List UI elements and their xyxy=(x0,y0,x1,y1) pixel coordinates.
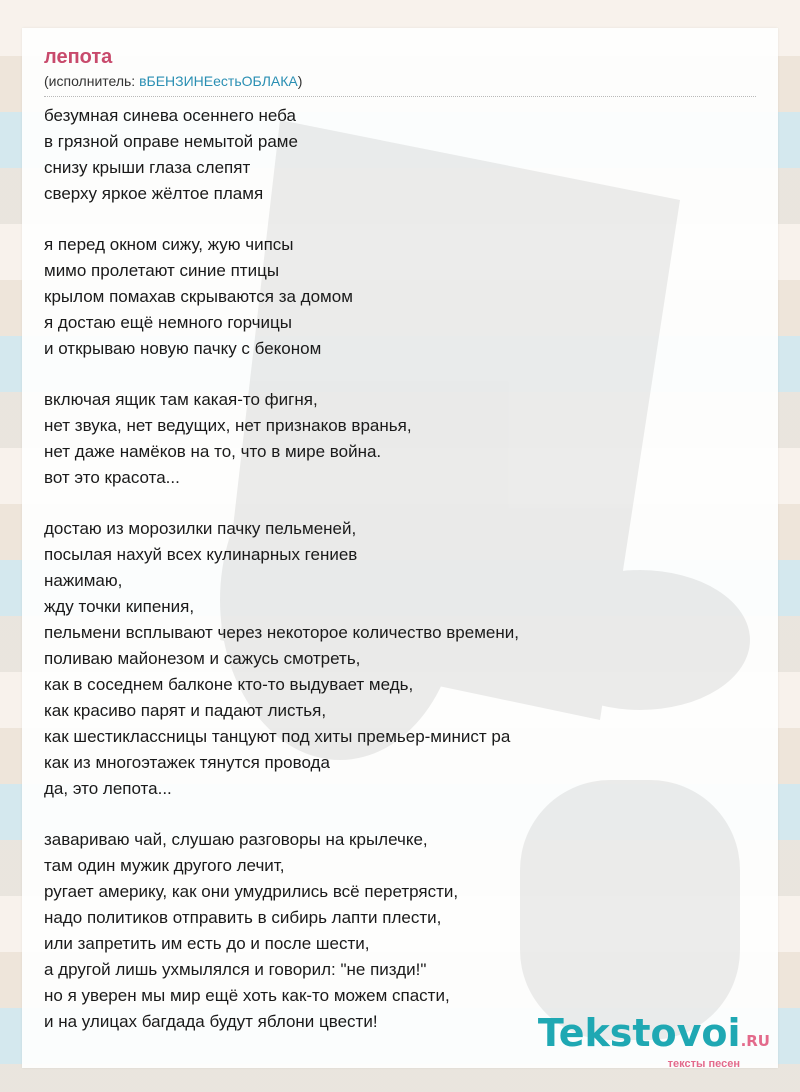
lyric-line: ругает америку, как они умудрились всё перетрясти, xyxy=(44,882,459,901)
lyric-line: в грязной оправе немытой раме xyxy=(44,132,298,151)
lyric-line: крылом помахав скрываются за домом xyxy=(44,287,353,306)
lyric-line: нет звука, нет ведущих, нет признаков вранья, xyxy=(44,416,412,435)
lyric-line: надо политиков отправить в сибирь лапти плести, xyxy=(44,908,442,927)
logo-wordmark xyxy=(537,1011,770,1060)
stanza xyxy=(44,516,764,802)
lyric-line: безумная синева осеннего неба xyxy=(44,106,296,125)
lyric-line: поливаю майонезом и сажусь смотреть, xyxy=(44,649,361,668)
artist-suffix: ) xyxy=(297,73,303,89)
lyric-line: нажимаю, xyxy=(44,571,123,590)
lyric-line: посылая нахуй всех кулинарных гениев xyxy=(44,545,358,564)
lyric-line: достаю из морозилки пачку пельменей, xyxy=(44,519,357,538)
lyric-line: как красиво парят и падают листья, xyxy=(44,701,327,720)
lyrics-body xyxy=(44,103,764,1035)
lyric-line: или запретить им есть до и после шести, xyxy=(44,934,370,953)
lyric-line: нет даже намёков на то, что в мире война. xyxy=(44,442,382,461)
lyric-line: я перед окном сижу, жую чипсы xyxy=(44,235,294,254)
lyric-line: вот это красота... xyxy=(44,468,180,487)
stanza xyxy=(44,827,764,1035)
logo-main-text: Tekstovoi xyxy=(537,1011,741,1055)
lyric-line: завариваю чай, слушаю разговоры на крылечке, xyxy=(44,830,428,849)
lyric-line: и на улицах багдада будут яблони цвести! xyxy=(44,1012,378,1031)
site-logo[interactable] xyxy=(537,1011,770,1070)
lyric-line: а другой лишь ухмылялся и говорил: "не пизди!" xyxy=(44,960,427,979)
lyric-line: как шестиклассницы танцуют под хиты премьер-минист ра xyxy=(44,727,511,746)
stanza xyxy=(44,232,764,362)
lyric-line: да, это лепота... xyxy=(44,779,172,798)
lyric-line: но я уверен мы мир ещё хоть как-то можем спасти, xyxy=(44,986,450,1005)
logo-tld: .RU xyxy=(740,1032,770,1050)
lyric-line: как из многоэтажек тянутся провода xyxy=(44,753,330,772)
stanza xyxy=(44,387,764,491)
title-divider xyxy=(44,96,756,97)
lyric-line: мимо пролетают синие птицы xyxy=(44,261,280,280)
artist-link[interactable]: вБЕНЗИНЕестьОБЛАКА xyxy=(139,73,298,89)
lyric-line: включая ящик там какая-то фигня, xyxy=(44,390,318,409)
lyric-line: жду точки кипения, xyxy=(44,597,195,616)
lyric-line: там один мужик другого лечит, xyxy=(44,856,285,875)
lyric-line: сверху яркое жёлтое пламя xyxy=(44,184,264,203)
lyrics-content xyxy=(44,44,764,1060)
lyric-line: и открываю новую пачку с беконом xyxy=(44,339,322,358)
stanza xyxy=(44,103,764,207)
artist-prefix: (исполнитель: xyxy=(44,73,140,89)
lyric-line: как в соседнем балконе кто-то выдувает медь, xyxy=(44,675,414,694)
lyric-line: снизу крыши глаза слепят xyxy=(44,158,251,177)
lyric-line: пельмени всплывают через некоторое количество времени, xyxy=(44,623,519,642)
lyric-line: я достаю ещё немного горчицы xyxy=(44,313,292,332)
song-title: лепота xyxy=(44,46,113,68)
logo-subtitle: тексты песен xyxy=(667,1058,740,1070)
artist-line xyxy=(44,72,764,90)
